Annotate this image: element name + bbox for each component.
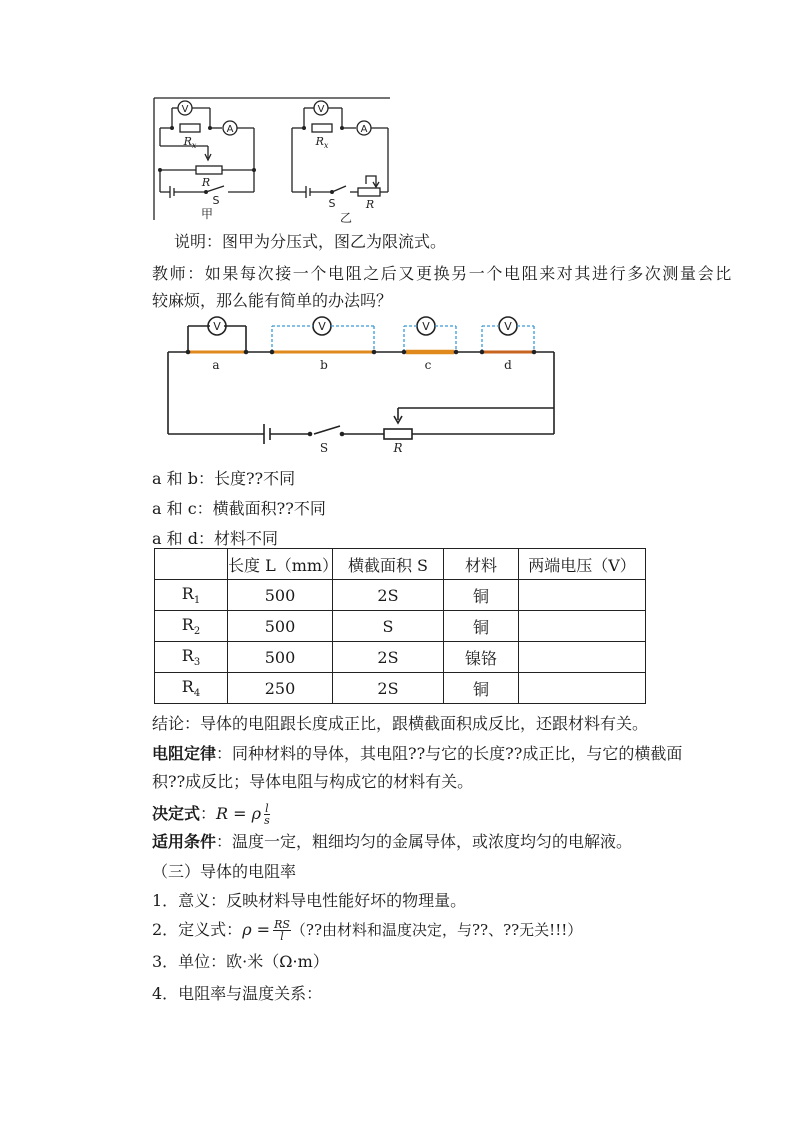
voltmeter-label-c: V bbox=[422, 320, 430, 333]
item-1: 1．意义：反映材料导电性能好坏的物理量。 bbox=[152, 891, 467, 910]
formula-line bbox=[152, 800, 270, 828]
table-row bbox=[155, 611, 646, 642]
formula-numerator: l bbox=[265, 802, 269, 815]
rheostat-label: R bbox=[393, 441, 403, 455]
material-cell: 铜 bbox=[444, 611, 519, 642]
area-cell: S bbox=[333, 611, 444, 642]
voltage-cell bbox=[519, 611, 646, 642]
r-label-jia: R bbox=[201, 176, 211, 189]
figure-label-jia: 甲 bbox=[200, 207, 214, 221]
voltmeter-label-a: V bbox=[213, 320, 221, 333]
length-cell: 500 bbox=[228, 611, 333, 642]
circuit-figure-jia-yi bbox=[150, 96, 400, 224]
table-row bbox=[155, 673, 646, 704]
resistor-name: $R_3$ bbox=[155, 642, 228, 673]
item-2-numerator: RS bbox=[274, 918, 290, 931]
compare-a-b: a 和 b：长度??不同 bbox=[152, 469, 296, 488]
area-cell: 2S bbox=[333, 580, 444, 611]
length-cell: 500 bbox=[228, 642, 333, 673]
table-header-cell: 两端电压（V） bbox=[519, 549, 646, 580]
table-header-cell bbox=[155, 549, 228, 580]
material-cell: 铜 bbox=[444, 580, 519, 611]
switch-label-jia: S bbox=[212, 194, 220, 207]
circuit-figure-wires bbox=[158, 312, 568, 458]
resistance-law-text: ：同种材料的导体，其电阻??与它的长度??成正比，与它的横截面 bbox=[216, 744, 683, 763]
table-row bbox=[155, 642, 646, 673]
condition-title: 适用条件 bbox=[152, 832, 217, 851]
wire-label-c: c bbox=[424, 358, 432, 372]
formula-lhs: R = ρ bbox=[216, 804, 262, 823]
resistor-name: $R_1$ bbox=[155, 580, 228, 611]
table-header-row bbox=[155, 549, 646, 580]
resistance-law-line1 bbox=[152, 744, 682, 764]
table-header-cell: 长度 L（mm） bbox=[228, 549, 333, 580]
resistance-law-line2: 积??成反比；导体电阻与构成它的材料有关。 bbox=[152, 772, 474, 791]
area-cell: 2S bbox=[333, 642, 444, 673]
length-cell: 250 bbox=[228, 673, 333, 704]
material-cell: 镍铬 bbox=[444, 642, 519, 673]
table-header-cell: 材料 bbox=[444, 549, 519, 580]
figure-label-yi: 乙 bbox=[339, 211, 353, 224]
item-2 bbox=[152, 916, 582, 944]
table-row bbox=[155, 580, 646, 611]
formula-denominator: s bbox=[264, 814, 270, 827]
wire-label-a: a bbox=[212, 358, 220, 372]
formula-title: 决定式 bbox=[152, 804, 201, 823]
voltage-cell bbox=[519, 642, 646, 673]
compare-a-d: a 和 d：材料不同 bbox=[152, 529, 278, 548]
conclusion-text: 结论：导体的电阻跟长度成正比，跟横截面积成反比，还跟材料有关。 bbox=[152, 714, 649, 733]
teacher-text-line2: 较麻烦，那么能有简单的办法吗？ bbox=[152, 291, 393, 310]
rx-label-yi: $R_x$ bbox=[315, 135, 329, 150]
item-2-lhs: ρ = bbox=[242, 920, 271, 939]
item-2-fraction bbox=[273, 919, 291, 942]
voltmeter-label-yi: V bbox=[317, 104, 325, 115]
formula-colon: ： bbox=[200, 804, 217, 823]
resistance-law-title: 电阻定律 bbox=[152, 744, 217, 763]
compare-a-c: a 和 c：横截面积??不同 bbox=[152, 499, 326, 518]
section-heading: （三）导体的电阻率 bbox=[152, 862, 297, 881]
rx-label-jia: $R_x$ bbox=[183, 135, 197, 150]
r-label-yi: R bbox=[365, 198, 375, 211]
voltage-cell bbox=[519, 673, 646, 704]
voltage-cell bbox=[519, 580, 646, 611]
wire-label-b: b bbox=[320, 358, 328, 372]
item-2-prefix: 2．定义式： bbox=[152, 920, 243, 939]
experiment-table bbox=[154, 548, 646, 704]
area-cell: 2S bbox=[333, 673, 444, 704]
explanation-text: 说明：图甲为分压式，图乙为限流式。 bbox=[174, 232, 447, 251]
ammeter-label-yi: A bbox=[360, 124, 368, 135]
table-header-cell: 横截面积 S bbox=[333, 549, 444, 580]
formula-fraction bbox=[264, 803, 270, 826]
voltmeter-label-d: V bbox=[504, 320, 512, 333]
item-3: 3．单位：欧·米（Ω·m） bbox=[152, 952, 329, 971]
switch-label: S bbox=[319, 441, 329, 455]
switch-label-yi: S bbox=[328, 197, 336, 210]
voltmeter-label-b: V bbox=[318, 320, 326, 333]
material-cell: 铜 bbox=[444, 673, 519, 704]
teacher-text-line1: 教师：如果每次接一个电阻之后又更换另一个电阻来对其进行多次测量会比 bbox=[152, 264, 733, 283]
wire-label-d: d bbox=[504, 358, 512, 372]
resistor-name: $R_4$ bbox=[155, 673, 228, 704]
item-2-suffix: （??由材料和温度决定，与??、??无关!!!） bbox=[290, 921, 583, 939]
ammeter-label-jia: A bbox=[226, 124, 234, 135]
item-2-denominator: l bbox=[280, 930, 284, 943]
voltmeter-label-jia: V bbox=[181, 104, 189, 115]
item-4: 4．电阻率与温度关系： bbox=[152, 984, 323, 1003]
condition-line bbox=[152, 832, 632, 852]
condition-text: ：温度一定，粗细均匀的金属导体，或浓度均匀的电解液。 bbox=[216, 832, 633, 851]
length-cell: 500 bbox=[228, 580, 333, 611]
resistor-name: $R_2$ bbox=[155, 611, 228, 642]
